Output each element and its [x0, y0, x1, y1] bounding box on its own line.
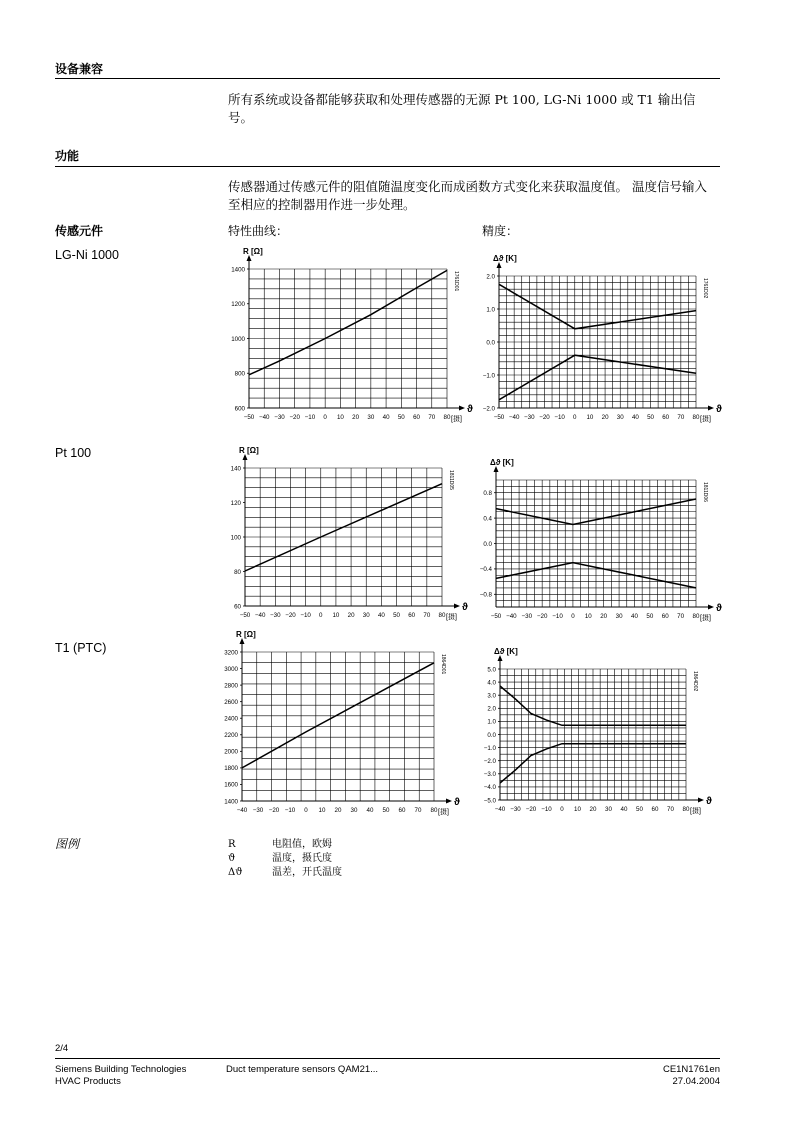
y-tick-label: 3.0 [487, 692, 496, 700]
y-tick-label: 0.4 [483, 515, 492, 523]
characteristic-label: 特性曲线： [228, 224, 289, 238]
x-tick-label: 0 [323, 414, 327, 421]
x-tick-label: 60 [408, 612, 416, 619]
x-tick-label: 60 [662, 414, 670, 421]
x-tick-label: −20 [285, 612, 296, 619]
x-tick-label: −30 [274, 414, 285, 421]
x-tick-label: 0 [573, 414, 577, 421]
document-date: 27.04.2004 [672, 1076, 720, 1087]
x-axis-arrow [454, 604, 460, 609]
section-title-equipment: 设备兼容 [55, 62, 104, 76]
y-tick-label: 60 [234, 603, 241, 611]
x-axis-unit: [摄] [700, 416, 711, 423]
figure-code: 1811D06 [702, 482, 708, 502]
x-axis-unit: [摄] [438, 809, 449, 816]
x-tick-label: 0 [560, 806, 564, 813]
y-tick-label: 800 [234, 370, 245, 378]
x-axis-unit: [摄] [446, 614, 457, 621]
x-tick-label: 70 [677, 414, 685, 421]
x-tick-label: 30 [367, 414, 375, 421]
lgni-characteristic-chart [220, 244, 480, 430]
y-tick-label: 0.0 [483, 540, 492, 548]
x-axis-unit: [摄] [700, 615, 711, 622]
document-title: Duct temperature sensors QAM21... [226, 1064, 379, 1075]
x-tick-label: 70 [428, 414, 436, 421]
x-tick-label: −20 [268, 807, 280, 814]
x-tick-label: −50 [239, 612, 251, 619]
figure-code: 1761D01 [453, 271, 459, 292]
x-axis-unit: [摄] [451, 416, 462, 423]
y-tick-label: 1.0 [486, 306, 495, 314]
y-tick-label: 600 [234, 405, 245, 413]
legend-text: 电阻值，欧姆 [272, 839, 332, 850]
legend-text: 温度，摄氏度 [272, 853, 332, 864]
x-tick-label: 10 [318, 807, 326, 814]
y-tick-label: 0.8 [483, 490, 492, 497]
x-tick-label: 80 [692, 414, 700, 421]
x-tick-label: 80 [438, 612, 446, 619]
x-axis-arrow [708, 406, 714, 411]
y-tick-label: −0.8 [479, 591, 492, 599]
division-name: HVAC Products [55, 1076, 121, 1087]
x-tick-label: 30 [362, 612, 370, 619]
x-tick-label: 20 [589, 806, 597, 813]
y-tick-label: 1200 [231, 301, 245, 309]
x-tick-label: 20 [352, 414, 360, 421]
x-tick-label: 60 [651, 806, 659, 813]
x-tick-label: 30 [605, 806, 612, 813]
equipment-text: 所有系统或设备都能够获取和处理传感器的无源 Pt 100, LG-Ni 1000 或 T1 输出信号。 [228, 92, 696, 125]
y-tick-label: 2000 [224, 748, 238, 756]
document-number: CE1N1761en [662, 1064, 720, 1075]
x-axis-label: ϑ [716, 404, 722, 415]
x-tick-label: 30 [350, 807, 358, 814]
x-tick-label: −40 [508, 414, 520, 421]
x-tick-label: 50 [393, 612, 400, 619]
y-tick-label: 2200 [224, 732, 238, 740]
x-tick-label: 10 [584, 613, 592, 620]
section-title-sensing-element: 传感元件 [55, 224, 104, 238]
x-tick-label: 20 [601, 414, 609, 421]
footer-docinfo [520, 1064, 720, 1088]
x-tick-label: 80 [682, 806, 690, 813]
legend [228, 838, 342, 880]
y-tick-label: 2800 [224, 682, 238, 690]
x-tick-label: −30 [252, 807, 264, 814]
x-tick-label: 70 [677, 613, 685, 620]
y-tick-label: −4.0 [483, 784, 496, 792]
y-tick-label: −1.0 [483, 744, 496, 752]
y-tick-label: 1400 [224, 798, 238, 806]
x-tick-label: −10 [300, 612, 311, 619]
divider [55, 78, 720, 79]
x-tick-label: 50 [397, 414, 405, 421]
x-axis-arrow [708, 605, 714, 610]
legend-item [228, 866, 342, 880]
x-tick-label: 30 [616, 414, 624, 421]
y-tick-label: 3000 [224, 665, 238, 673]
x-tick-label: −30 [510, 806, 521, 813]
x-tick-label: −50 [490, 613, 502, 620]
company-name: Siemens Building Technologies [55, 1064, 187, 1075]
t1-accuracy-chart [476, 647, 734, 821]
y-tick-label: 1400 [231, 266, 245, 274]
x-axis-label: ϑ [467, 404, 473, 415]
x-tick-label: 10 [332, 612, 340, 619]
x-tick-label: −10 [541, 806, 552, 813]
y-tick-label: 140 [230, 465, 241, 473]
y-axis-label: Δϑ [K] [490, 458, 514, 467]
x-tick-label: 40 [631, 613, 638, 620]
x-tick-label: −40 [254, 612, 266, 619]
x-axis-arrow [698, 798, 704, 803]
sensor-name-t1: T1 (PTC) [55, 641, 107, 655]
x-tick-label: 10 [574, 806, 581, 813]
x-tick-label: 40 [620, 806, 628, 813]
y-tick-label: 2.0 [487, 705, 496, 713]
x-tick-label: 20 [347, 612, 355, 619]
sensor-name-pt100: Pt 100 [55, 446, 92, 460]
x-tick-label: −50 [493, 414, 505, 421]
x-tick-label: −20 [525, 806, 537, 813]
x-tick-label: −30 [524, 414, 535, 421]
x-tick-label: 40 [382, 414, 390, 421]
figure-code: 1864D01 [440, 654, 446, 675]
x-tick-label: −10 [554, 414, 565, 421]
legend-symbol: Δϑ [228, 867, 243, 878]
y-tick-label: −1.0 [482, 372, 495, 380]
x-axis-label: ϑ [706, 796, 712, 807]
legend-symbol: R [228, 839, 236, 850]
y-tick-label: −2.0 [482, 405, 495, 413]
x-tick-label: 0 [304, 807, 308, 814]
figure-code: 1761D02 [702, 278, 708, 299]
x-tick-label: −10 [284, 807, 296, 814]
y-axis-label: R [Ω] [239, 446, 259, 455]
x-tick-label: −10 [552, 613, 563, 620]
x-tick-label: 60 [661, 613, 669, 620]
x-tick-label: −20 [536, 613, 548, 620]
y-tick-label: 3200 [224, 649, 238, 657]
y-tick-label: 2600 [224, 698, 238, 706]
x-tick-label: 80 [430, 807, 438, 814]
y-tick-label: 1800 [224, 765, 238, 773]
x-tick-label: 60 [398, 807, 406, 814]
y-tick-label: 2400 [224, 715, 238, 723]
x-tick-label: −20 [539, 414, 550, 421]
legend-symbol: ϑ [228, 853, 236, 864]
x-tick-label: 50 [382, 807, 390, 814]
y-tick-label: −2.0 [483, 758, 496, 765]
series-line-R [242, 663, 434, 768]
x-tick-label: 60 [413, 414, 420, 421]
legend-item [228, 852, 342, 866]
y-axis-label: R [Ω] [243, 247, 263, 256]
x-axis-label: ϑ [716, 603, 722, 614]
legend-text: 温差，开氏温度 [272, 867, 342, 878]
x-tick-label: −20 [289, 414, 300, 421]
y-tick-label: −3.0 [483, 771, 496, 779]
x-tick-label: 70 [414, 807, 422, 814]
x-axis-label: ϑ [462, 602, 468, 613]
figure-code: 1864D02 [692, 671, 698, 692]
x-tick-label: 50 [636, 806, 643, 813]
sensor-name-lgni: LG-Ni 1000 [55, 248, 119, 262]
y-tick-label: 1600 [224, 781, 238, 789]
x-tick-label: 50 [647, 414, 654, 421]
pt100-accuracy-chart [474, 460, 734, 628]
y-tick-label: −0.4 [479, 566, 492, 574]
x-tick-label: 70 [423, 612, 431, 619]
x-tick-label: 50 [646, 613, 654, 620]
y-tick-label: 0.0 [486, 339, 495, 347]
x-tick-label: 10 [336, 414, 344, 421]
x-tick-label: −50 [243, 414, 255, 421]
x-tick-label: −30 [270, 612, 281, 619]
y-tick-label: 4.0 [487, 679, 496, 687]
x-tick-label: −10 [304, 414, 316, 421]
y-tick-label: 100 [230, 534, 241, 542]
x-tick-label: 40 [631, 414, 639, 421]
y-tick-label: 2.0 [486, 273, 495, 281]
x-tick-label: 0 [319, 612, 323, 619]
x-axis-arrow [459, 406, 465, 411]
pt100-characteristic-chart [220, 442, 480, 628]
x-tick-label: −40 [236, 807, 248, 814]
y-axis-label: R [Ω] [236, 630, 256, 639]
figure-code: 1811D05 [448, 470, 454, 490]
x-tick-label: 20 [600, 613, 608, 620]
y-tick-label: −5.0 [483, 797, 496, 805]
function-text: 传感器通过传感元件的阻值随温度变化而成函数方式变化来获取温度值。 温度信号输入至相应的控制器用作进一步处理。 [228, 179, 707, 212]
x-tick-label: −40 [494, 806, 506, 813]
t1-characteristic-chart [216, 630, 478, 821]
y-tick-label: 1000 [231, 335, 245, 343]
x-tick-label: −30 [521, 613, 533, 620]
y-tick-label: 120 [230, 499, 241, 507]
x-tick-label: −40 [258, 414, 270, 421]
footer-divider [55, 1058, 720, 1059]
page-number: 2/4 [55, 1043, 69, 1054]
x-axis-label: ϑ [454, 797, 460, 808]
legend-item [228, 838, 342, 852]
y-axis-label: Δϑ [K] [493, 254, 517, 263]
series-line-R [249, 270, 447, 374]
x-tick-label: −40 [506, 613, 517, 620]
section-title-function: 功能 [55, 149, 80, 163]
y-tick-label: 5.0 [487, 666, 496, 674]
x-tick-label: 40 [377, 612, 385, 619]
footer-company [55, 1064, 186, 1088]
x-tick-label: 40 [366, 807, 374, 814]
y-tick-label: 80 [234, 568, 241, 576]
x-axis-unit: [摄] [690, 808, 701, 815]
x-tick-label: 80 [443, 414, 451, 421]
y-tick-label: 1.0 [487, 718, 496, 726]
legend-title: 图例 [55, 837, 80, 851]
x-tick-label: 80 [692, 613, 700, 620]
x-tick-label: 20 [334, 807, 342, 814]
y-axis-label: Δϑ [K] [494, 647, 518, 656]
y-tick-label: 0.0 [487, 731, 496, 739]
x-tick-label: 10 [586, 414, 594, 421]
x-tick-label: 70 [667, 806, 674, 813]
lgni-accuracy-chart [474, 254, 734, 430]
x-tick-label: 30 [615, 613, 623, 620]
accuracy-label: 精度： [482, 224, 519, 238]
x-tick-label: 0 [571, 613, 575, 620]
divider [55, 166, 720, 167]
x-axis-arrow [446, 799, 452, 804]
